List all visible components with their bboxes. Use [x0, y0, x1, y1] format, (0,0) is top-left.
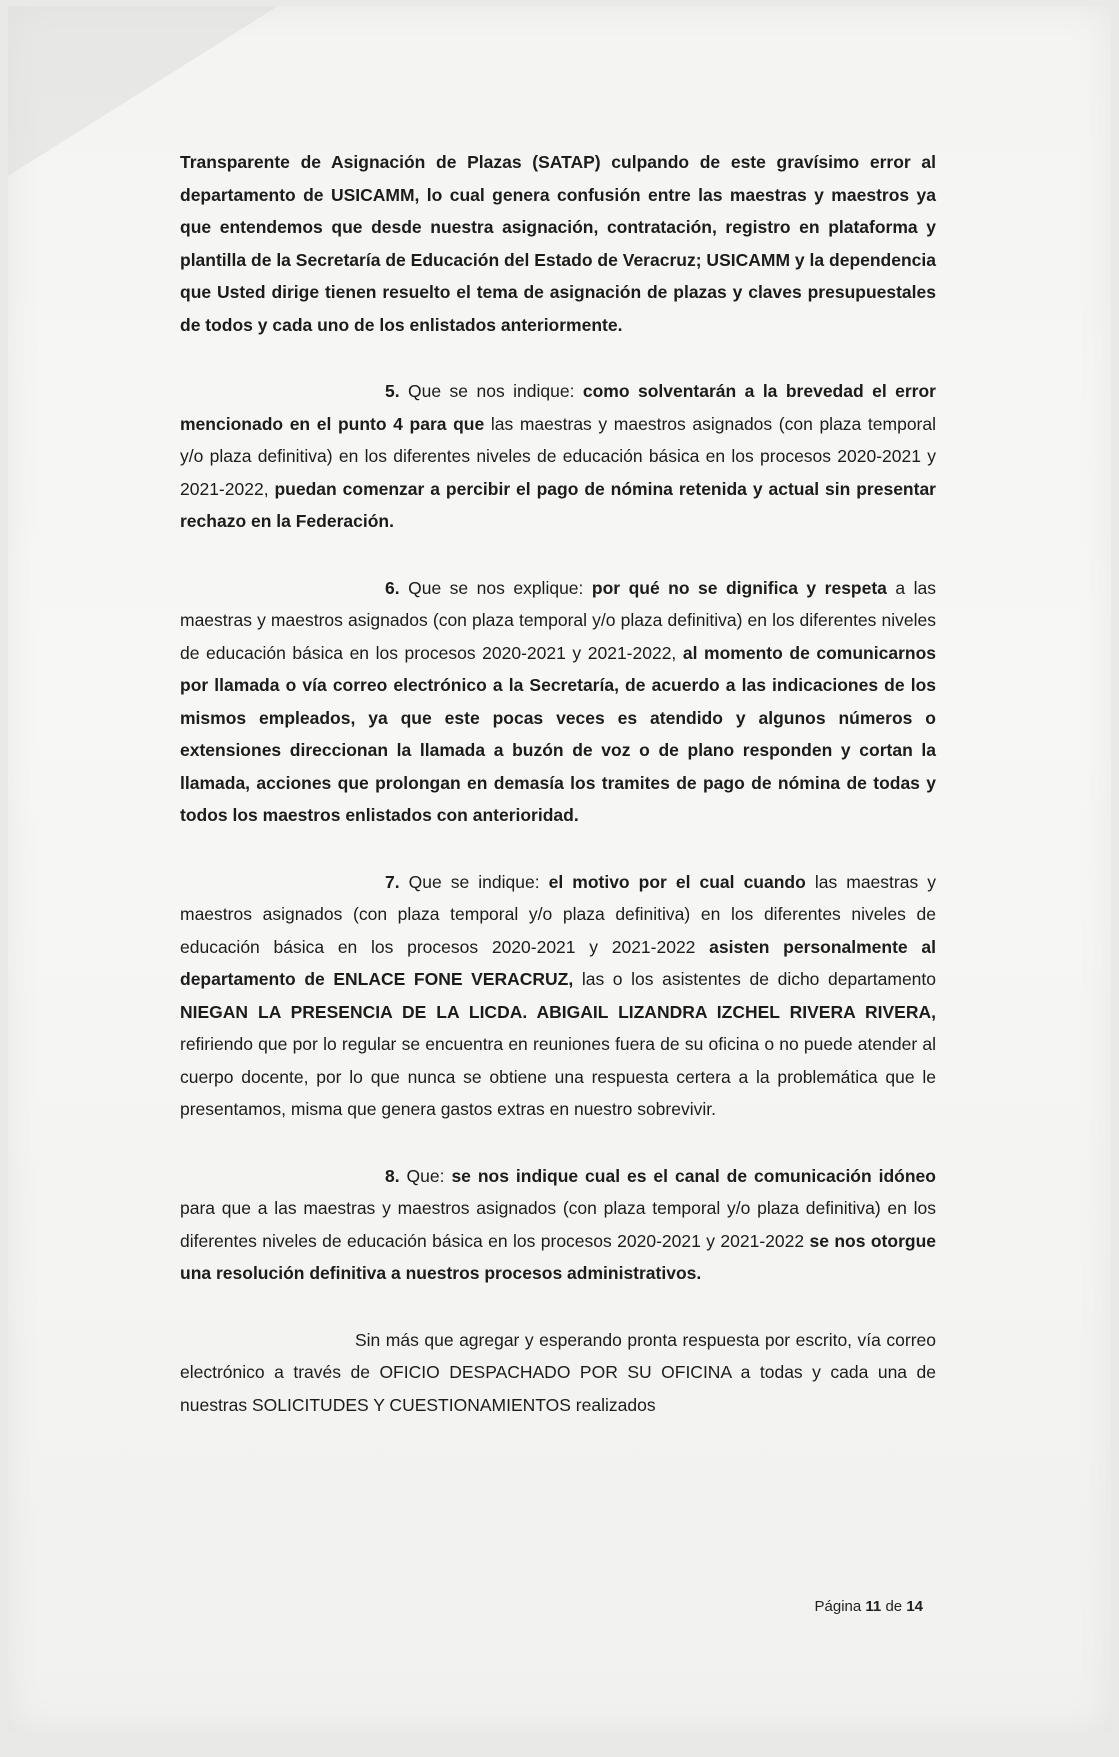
paragraph-7-text-2: el motivo por el cual cuando [548, 871, 806, 892]
paragraph-gap [180, 341, 936, 375]
paragraph-7-number: 7. [385, 871, 400, 892]
paragraph-7-text-6: NIEGAN LA PRESENCIA DE LA LICDA. ABIGAIL LIZANDRA IZCHEL RIVERA RIVERA, [180, 1001, 936, 1022]
paragraph-8-text-4: se nos otorgue una resolución definitiva a nuestros procesos administrativos. [180, 1230, 936, 1283]
paragraph-6-text-4: al momento de comunicarnos por llamada o vía correo electrónico a la Secretaría, de acuerdo a las indicaciones de los mismos empleados, ya que este pocas veces es atendido y algunos números o extensiones direccionan la llamada a buzón de voz o de plano responden y cortan la llamada, acciones que prolongan en demasía los tramites de pago de nómina de todas y todos los maestros enlistados con anterioridad. [180, 642, 936, 825]
paragraph-6-number: 6. [385, 577, 400, 598]
paragraph-5-text-4: puedan comenzar a percibir el pago de nómina retenida y actual sin presentar rechazo en la Federación. [180, 478, 936, 531]
paragraph-8-text-2: se nos indique cual es el canal de comunicación idóneo [451, 1165, 936, 1186]
paragraph-7-text-3: las maestras y maestros asignados (con plaza temporal y/o plaza definitiva) en los diferentes niveles de educación básica en los procesos 2020-2021 y 2021-2022 [180, 871, 936, 957]
paragraph-8-number: 8. [385, 1165, 400, 1186]
paragraph-8-text-1: Que: [399, 1165, 452, 1186]
paragraph-5-text-1: Que se nos indique: [399, 381, 583, 401]
paragraph-7-text-1: Que se indique: [399, 871, 549, 892]
page-number-label: Página [814, 1598, 862, 1615]
paragraph-gap [180, 832, 936, 866]
page-number [815, 1598, 923, 1615]
paragraph-8-text-3: para que a las maestras y maestros asignados (con plaza temporal y/o plaza definitiva) en los diferentes niveles de educación básica en los procesos 2020-2021 y 2021-2022 [180, 1198, 936, 1251]
page-number-of: de [885, 1598, 903, 1615]
paragraph-7-text-7: refiriendo que por lo regular se encuentra en reuniones fuera de su oficina o no puede atender al cuerpo docente, por lo que nunca se obtiene una respuesta certera a la problemática que le presentamos, misma que genera gastos extras en nuestro sobrevivir. [180, 1034, 936, 1119]
paragraph-5-text-2: como solventarán a la brevedad el error mencionado en el punto 4 para que [180, 381, 936, 434]
paragraph-gap [180, 1126, 936, 1160]
paragraph-intro [180, 146, 936, 341]
paragraph-closing-text: Sin más que agregar y esperando pronta respuesta por escrito, vía correo electrónico a través de OFICIO DESPACHADO POR SU OFICINA a todas y cada una de nuestras SOLICITUDES Y CUESTIONAMIENTOS realizados [180, 1329, 936, 1415]
paragraph-closing [180, 1324, 936, 1422]
page-number-current: 11 [865, 1598, 882, 1615]
paragraph-gap [180, 1290, 936, 1324]
paragraph-6-text-2: por qué no se dignifica y respeta [591, 577, 887, 598]
paragraph-6-text-1: Que se nos explique: [399, 577, 592, 598]
paragraph-8 [180, 1160, 936, 1290]
paragraph-5 [180, 375, 936, 538]
paragraph-7 [180, 866, 936, 1126]
paragraph-intro-text: Transparente de Asignación de Plazas (SATAP) culpando de este gravísimo error al departamento de USICAMM, lo cual genera confusión entre las maestras y maestros ya que entendemos que desde nuestra asignación, contratación, registro en plataforma y plantilla de la Secretaría de Educación del Estado de Veracruz; USICAMM y la dependencia que Usted dirige tienen resuelto el tema de asignación de plazas y claves presupuestales de todos y cada uno de los enlistados anteriormente. [180, 152, 936, 335]
document-page [8, 6, 1111, 1733]
paragraph-7-text-4: asisten personalmente al departamento de ENLACE FONE VERACRUZ, [180, 936, 936, 989]
page-number-total: 14 [906, 1598, 923, 1615]
document-body [180, 146, 936, 1421]
paragraph-5-number: 5. [385, 381, 400, 401]
paragraph-7-text-5: las o los asistentes de dicho departamento [573, 969, 937, 989]
paragraph-gap [180, 538, 936, 572]
paragraph-6-text-3: a las maestras y maestros asignados (con plaza temporal y/o plaza definitiva) en los diferentes niveles de educación básica en los procesos 2020-2021 y 2021-2022, [180, 577, 937, 663]
paragraph-5-text-3: las maestras y maestros asignados (con plaza temporal y/o plaza definitiva) en los diferentes niveles de educación básica en los procesos 2020-2021 y 2021-2022, [180, 413, 936, 499]
paragraph-6 [180, 572, 936, 832]
